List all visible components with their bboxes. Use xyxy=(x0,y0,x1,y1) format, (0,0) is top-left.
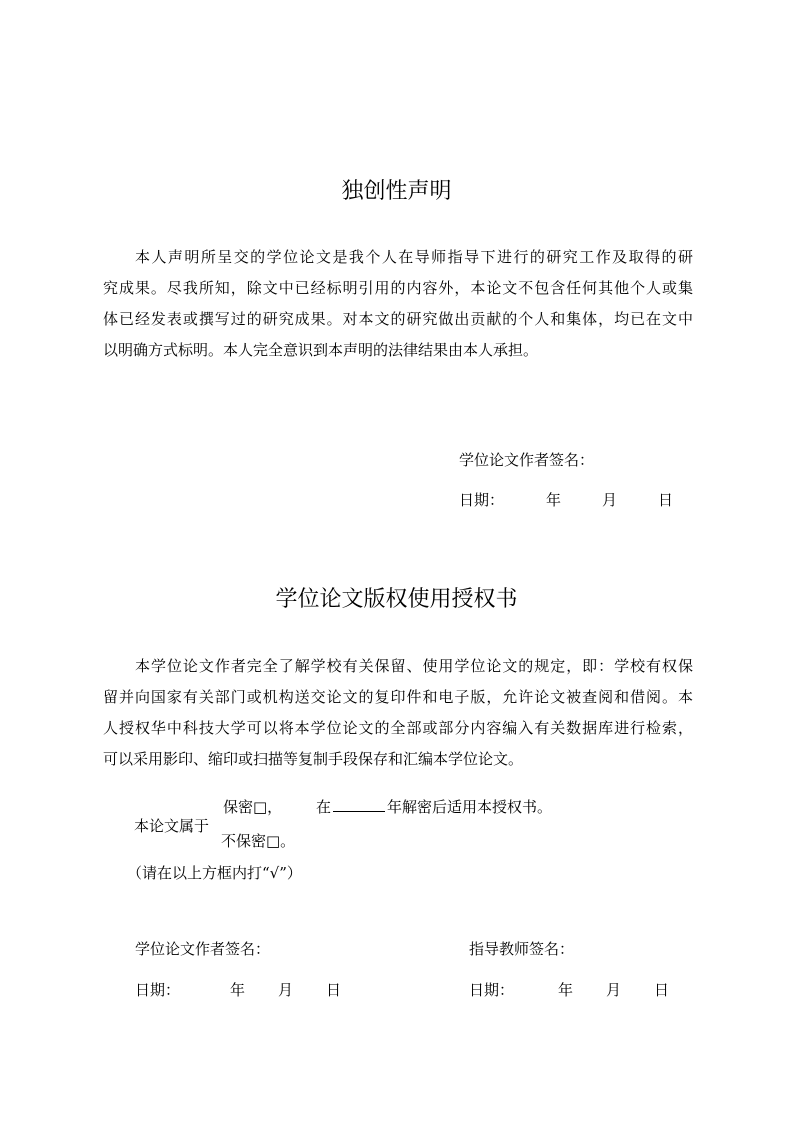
declaration-day-label: 日 xyxy=(658,491,674,509)
secret-in-label xyxy=(316,797,552,817)
secret-suffix: 年解密后适用本授权书。 xyxy=(387,798,553,816)
paragraph-line: 本学位论文作者完全了解学校有关保留、使用学位论文的规定，即：学校有权保 xyxy=(135,657,693,675)
year-blank-line[interactable] xyxy=(333,797,385,812)
paragraph-line: 留并向国家有关部门或机构送交论文的复印件和电子版，允许论文被查阅和借阅。本 xyxy=(103,688,693,706)
advisor-date-label: 日期： xyxy=(469,981,515,999)
advisor-month-label: 月 xyxy=(606,981,622,999)
paragraph-line: 以明确方式标明。本人完全意识到本声明的法律结果由本人承担。 xyxy=(103,341,539,359)
checkbox-instruction: （请在以上方框内打“√”） xyxy=(127,864,302,882)
authorization-title: 学位论文版权使用授权书 xyxy=(275,587,518,612)
advisor-year-label: 年 xyxy=(558,981,574,999)
non-secret-option[interactable]: 不保密□。 xyxy=(221,832,296,850)
in-label: 在 xyxy=(316,798,332,816)
author-day-label: 日 xyxy=(326,981,342,999)
declaration-date-label: 日期： xyxy=(459,491,505,509)
paragraph-line: 究成果。尽我所知，除文中已经标明引用的内容外，本论文不包含任何其他个人或集 xyxy=(103,279,693,297)
author-date-label: 日期： xyxy=(135,981,181,999)
declaration-title: 独创性声明 xyxy=(341,179,452,204)
paragraph-line: 体已经发表或撰写过的研究成果。对本文的研究做出贡献的个人和集体，均已在文中 xyxy=(103,310,693,328)
declaration-paragraph xyxy=(103,242,693,366)
author-month-label: 月 xyxy=(278,981,294,999)
declaration-year-label: 年 xyxy=(546,491,562,509)
paragraph-line: 人授权华中科技大学可以将本学位论文的全部或部分内容编入有关数据库进行检索， xyxy=(103,719,693,737)
secret-option[interactable]: 保密□， xyxy=(223,798,283,816)
paragraph-line: 可以采用影印、缩印或扫描等复制手段保存和汇编本学位论文。 xyxy=(103,750,524,768)
author-year-label: 年 xyxy=(230,981,246,999)
declaration-month-label: 月 xyxy=(602,491,618,509)
paragraph-line: 本人声明所呈交的学位论文是我个人在导师指导下进行的研究工作及取得的研 xyxy=(135,248,693,266)
declaration-signature-label: 学位论文作者签名： xyxy=(459,451,595,469)
author-signature-label: 学位论文作者签名： xyxy=(135,940,271,958)
belongs-label: 本论文属于 xyxy=(134,817,210,835)
authorization-paragraph xyxy=(103,651,693,775)
advisor-signature-label: 指导教师签名： xyxy=(469,940,575,958)
advisor-day-label: 日 xyxy=(654,981,670,999)
